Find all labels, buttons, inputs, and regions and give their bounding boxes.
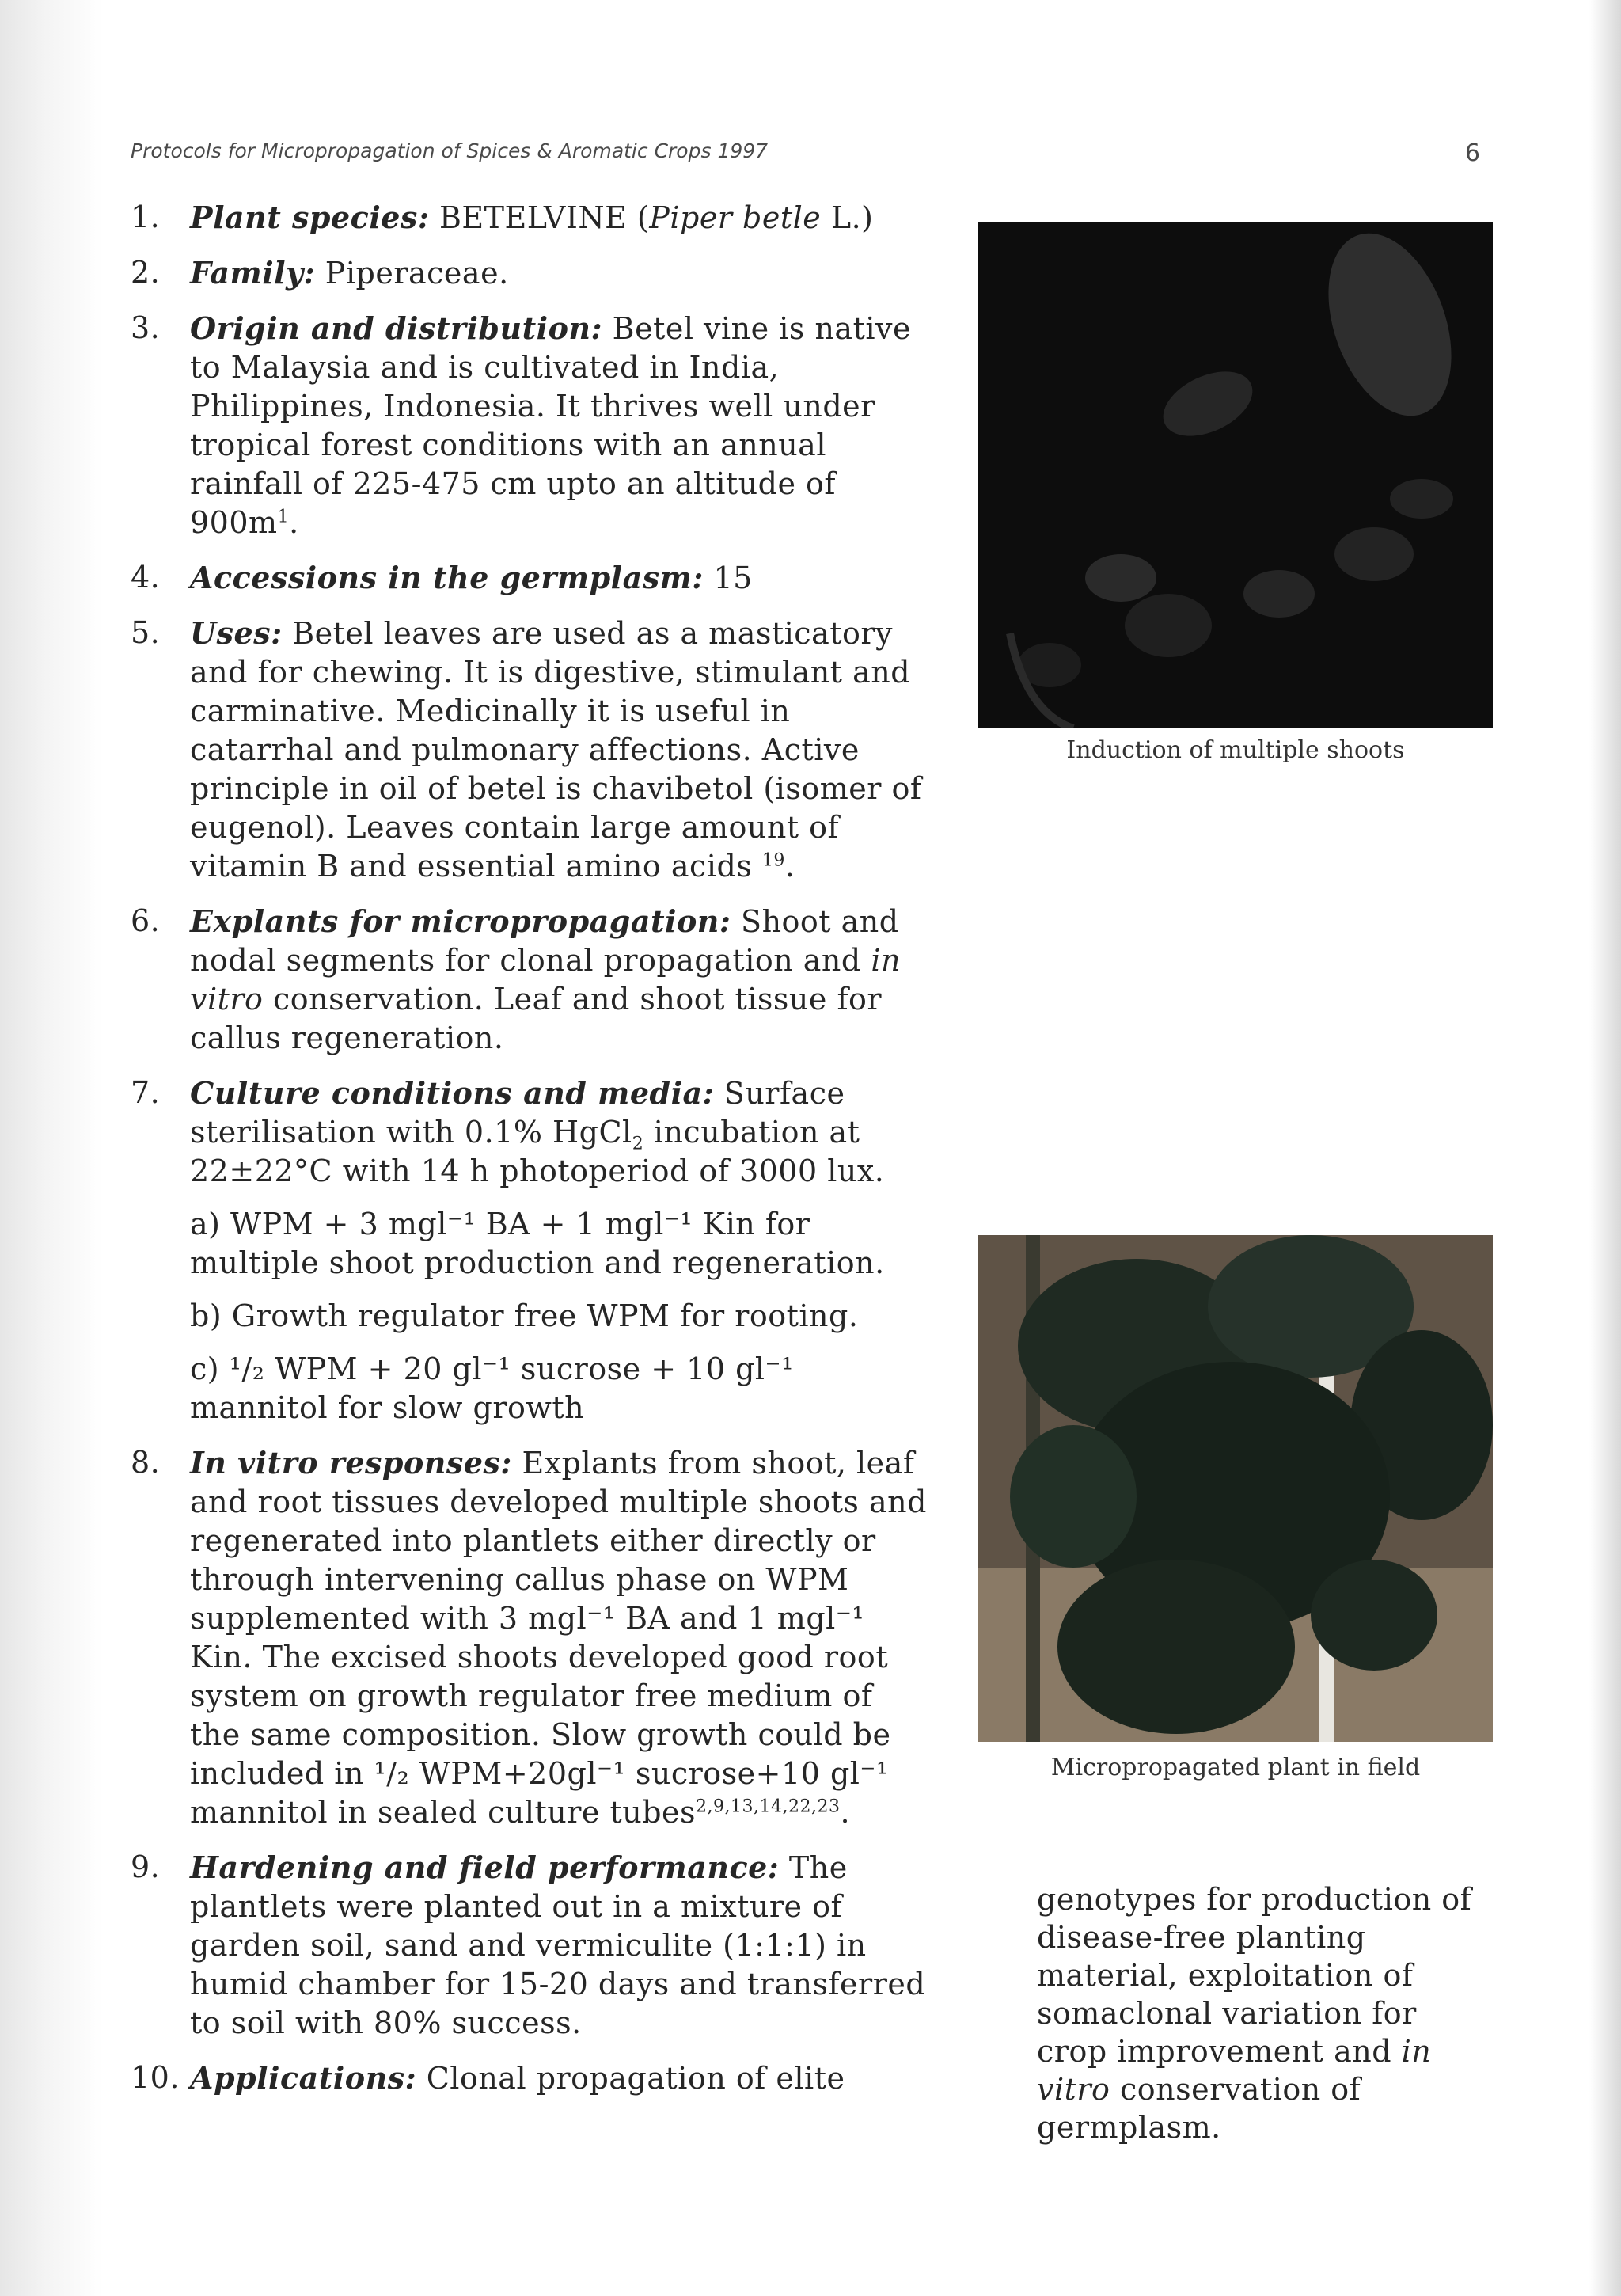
sub-item: b) Growth regulator free WPM for rooting. <box>190 1298 859 1333</box>
superscript: 2,9,13,14,22,23 <box>696 1796 841 1817</box>
item-text: . <box>840 1795 851 1830</box>
item-heading: Hardening and field performance: <box>190 1849 780 1885</box>
item-heading: Family: <box>190 255 316 291</box>
shoots-photo-image <box>978 222 1493 728</box>
item-heading: Applications: <box>190 2060 417 2096</box>
running-title: Protocols for Micropropagation of Spices & Aromatic Crops 1997 <box>131 139 769 162</box>
item-heading: Accessions in the germplasm: <box>190 560 704 595</box>
superscript: 1 <box>277 507 290 527</box>
running-header <box>131 139 1480 171</box>
item-heading: Origin and distribution: <box>190 310 603 346</box>
list-item <box>131 2058 930 2098</box>
field-photo-image <box>978 1235 1493 1742</box>
item-text: Shoot and nodal segments for clonal propagation and <box>190 904 899 978</box>
continuation-italic: in vitro <box>1037 2034 1432 2107</box>
item-heading: In vitro responses: <box>190 1445 512 1481</box>
item-text: The plantlets were planted out in a mixture of garden soil, sand and vermiculite (1:1:1) in humid chamber for 15-20 days and transferred to soil with 80% success. <box>190 1850 926 2040</box>
item-number: 7. <box>131 1075 161 1110</box>
item-number: 5. <box>131 615 161 650</box>
item-number: 3. <box>131 310 161 345</box>
continuation-text <box>1037 1880 1496 2146</box>
item-number: 4. <box>131 560 161 595</box>
list-item <box>131 309 930 542</box>
continuation-body: conservation of germplasm. <box>1037 2072 1361 2145</box>
item-text: Piperaceae. <box>315 256 509 291</box>
sub-item: c) ¹/₂ WPM + 20 gl⁻¹ sucrose + 10 gl⁻¹ mannitol for slow growth <box>190 1351 794 1425</box>
item-text: . <box>784 849 795 884</box>
item-text: L.) <box>821 200 874 235</box>
item-text: Explants from shoot, leaf and root tissues developed multiple shoots and regenerated into plantlets either directly or through intervening callus phase on WPM supplemented with 3 mgl⁻¹ BA and 1 mgl⁻¹ Kin. The excised shoots developed good root system on growth regulator free medium of the same composition. Slow growth could be included in ¹/₂ WPM+20gl⁻¹ sucrose+10 gl⁻¹ mannitol in sealed culture tubes <box>190 1446 927 1830</box>
item-heading: Explants for micropropagation: <box>190 903 731 939</box>
list-item <box>131 1443 930 1832</box>
item-heading: Culture conditions and media: <box>190 1075 715 1111</box>
item-text-italic: in vitro <box>190 943 901 1017</box>
item-text: Surface sterilisation with 0.1% HgCl <box>190 1076 845 1150</box>
list-item <box>131 253 930 293</box>
sub-item: a) WPM + 3 mgl⁻¹ BA + 1 mgl⁻¹ Kin for multiple shoot production and regeneration. <box>190 1207 885 1280</box>
item-heading: Uses: <box>190 615 283 651</box>
item-text: Clonal propagation of elite <box>416 2061 845 2096</box>
item-number: 2. <box>131 255 161 290</box>
item-text: Betel leaves are used as a masticatory and for chewing. It is digestive, stimulant and carminative. Medicinally it is useful in catarrhal and pulmonary affections. Active principle in oil of betel is chavibetol (isomer of eugenol). Leaves contain large amount of vitamin B and essential amino acids <box>190 616 922 884</box>
item-number: 10. <box>131 2060 180 2095</box>
list-item <box>131 1074 930 1427</box>
subscript: 2 <box>632 1134 644 1154</box>
item-number: 9. <box>131 1849 161 1884</box>
item-text: conservation. Leaf and shoot tissue for callus regeneration. <box>190 982 883 1055</box>
list-item <box>131 614 930 886</box>
list-item <box>131 902 930 1058</box>
item-text: incubation at 22±22°C with 14 h photoperiod of 3000 lux. <box>190 1115 885 1188</box>
list-item <box>131 1848 930 2043</box>
photo-multiple-shoots <box>978 222 1493 728</box>
list-item <box>131 198 930 238</box>
item-number: 6. <box>131 903 161 938</box>
page-shadow <box>1589 0 1621 2296</box>
item-text: Betel vine is native to Malaysia and is cultivated in India, Philippines, Indonesia. It thrives well under tropical forest conditions with an annual rainfall of 225-475 cm upto an altitude of 900m <box>190 311 911 540</box>
item-number: 8. <box>131 1445 161 1480</box>
item-text: BETELVINE ( <box>429 200 650 235</box>
item-text: . <box>289 505 299 540</box>
photo-caption: Induction of multiple shoots <box>1066 736 1405 764</box>
item-number: 1. <box>131 200 161 234</box>
item-text: 15 <box>703 561 753 595</box>
photo-caption: Micropropagated plant in field <box>1050 1754 1421 1781</box>
item-heading: Plant species: <box>190 200 430 235</box>
page-shadow <box>0 0 103 2296</box>
item-text-italic: Piper betle <box>649 200 822 235</box>
list-item <box>131 558 930 598</box>
continuation-body: genotypes for production of disease-free planting material, exploitation of somaclonal variation for crop improvement and <box>1037 1882 1472 2069</box>
main-text-column <box>131 198 930 2114</box>
photo-field-plant <box>978 1235 1493 1742</box>
page-number: 6 <box>1464 139 1480 167</box>
superscript: 19 <box>761 850 785 871</box>
